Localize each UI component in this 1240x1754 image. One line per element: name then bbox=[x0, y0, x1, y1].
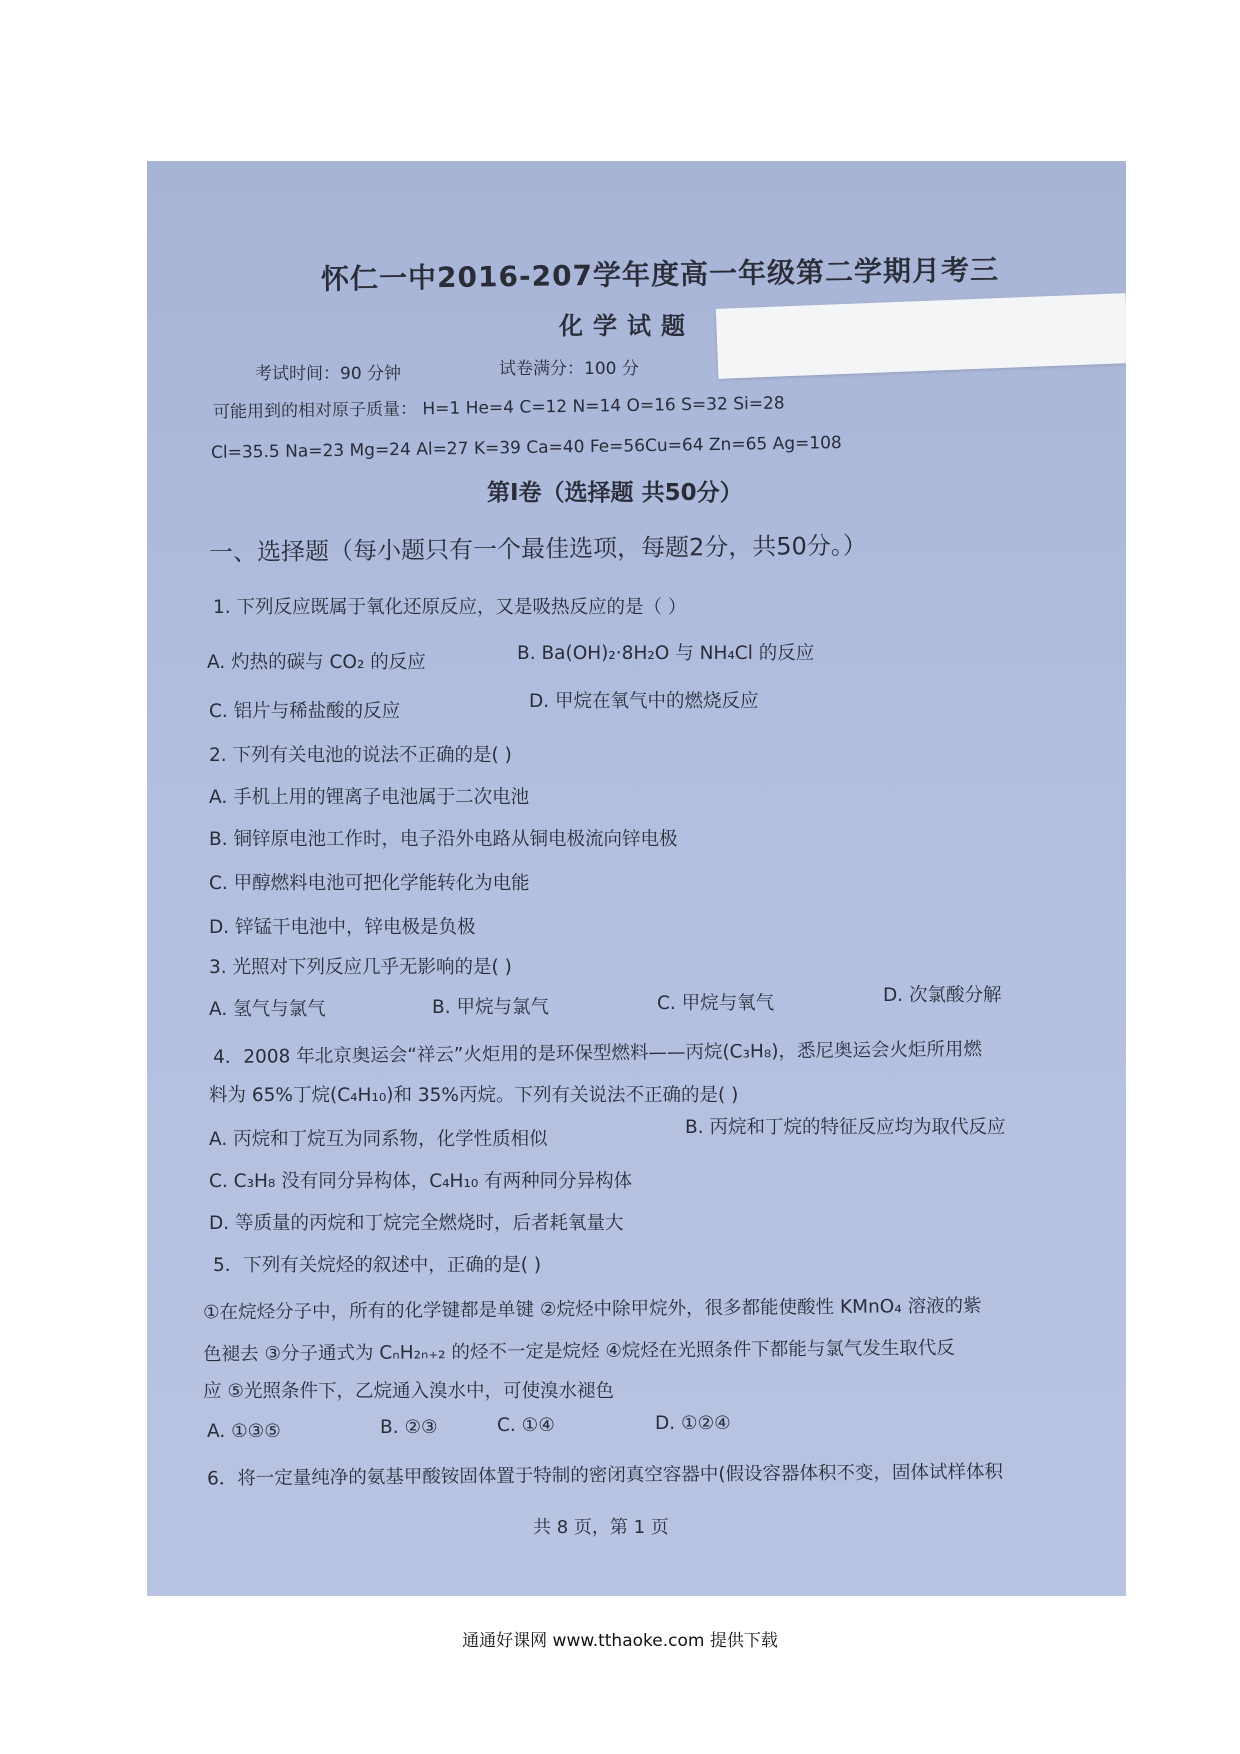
section-heading: 一、选择题（每小题只有一个最佳选项，每题2分，共50分。） bbox=[208, 531, 867, 567]
q6-stem: 6．将一定量纯净的氨基甲酸铵固体置于特制的密闭真空容器中(假设容器体积不变，固体试样体积 bbox=[206, 1461, 1004, 1490]
q5-statement-line-3: 应 ⑤光照条件下，乙烷通入溴水中，可使溴水褪色 bbox=[203, 1381, 614, 1402]
q3-option-b: B. 甲烷与氯气 bbox=[432, 997, 549, 1018]
exam-score: 试卷满分：100 分 bbox=[499, 359, 639, 379]
q1-option-c: C. 铝片与稀盐酸的反应 bbox=[209, 701, 401, 722]
q3-option-a: A. 氢气与氯气 bbox=[209, 999, 326, 1020]
q4-stem-line-1: 4．2008 年北京奥运会“祥云”火炬用的是环保型燃料——丙烷(C₃H₈)，悉尼奥运会火炬所用燃 bbox=[212, 1038, 983, 1069]
atomic-masses-line-2: Cl=35.5 Na=23 Mg=24 Al=27 K=39 Ca=40 Fe=56Cu=64 Zn=65 Ag=108 bbox=[210, 433, 842, 463]
q1-option-d: D. 甲烷在氧气中的燃烧反应 bbox=[529, 691, 759, 712]
q5-stem: 5．下列有关烷烃的叙述中，正确的是( ) bbox=[213, 1255, 542, 1276]
volume-heading: 第Ⅰ卷（选择题 共50分） bbox=[487, 480, 743, 506]
exam-photo bbox=[147, 161, 1126, 1596]
exam-title: 怀仁一中2016-207学年度高一年级第二学期月考三 bbox=[320, 253, 1000, 296]
q2-option-c: C. 甲醇燃料电池可把化学能转化为电能 bbox=[209, 873, 530, 894]
atomic-masses-line-1: 可能用到的相对原子质量： H=1 He=4 C=12 N=14 O=16 S=32 Si=28 bbox=[212, 393, 785, 423]
q5-option-b: B. ②③ bbox=[380, 1417, 438, 1438]
q2-option-d: D. 锌锰干电池中，锌电极是负极 bbox=[209, 917, 476, 938]
q4-option-b: B. 丙烷和丁烷的特征反应均为取代反应 bbox=[685, 1117, 1006, 1138]
q5-option-c: C. ①④ bbox=[497, 1415, 555, 1436]
q1-option-b: B. Ba(OH)₂·8H₂O 与 NH₄Cl 的反应 bbox=[517, 643, 815, 664]
exam-time: 考试时间：90 分钟 bbox=[255, 364, 402, 384]
q4-stem-line-2: 料为 65%丁烷(C₄H₁₀)和 35%丙烷。下列有关说法不正确的是( ) bbox=[209, 1085, 739, 1106]
q3-option-d: D. 次氯酸分解 bbox=[883, 985, 1002, 1006]
exam-subtitle: 化学试题 bbox=[559, 312, 695, 340]
q1-stem: 1. 下列反应既属于氧化还原反应，又是吸热反应的是（ ） bbox=[213, 597, 687, 618]
q4-option-c: C. C₃H₈ 没有同分异构体，C₄H₁₀ 有两种同分异构体 bbox=[209, 1171, 633, 1192]
q4-option-a: A. 丙烷和丁烷互为同系物，化学性质相似 bbox=[209, 1129, 548, 1150]
q4-option-d: D. 等质量的丙烷和丁烷完全燃烧时，后者耗氧量大 bbox=[209, 1213, 624, 1234]
q2-stem: 2. 下列有关电池的说法不正确的是( ) bbox=[209, 745, 512, 766]
q2-option-a: A. 手机上用的锂离子电池属于二次电池 bbox=[209, 787, 530, 808]
q5-statement-line-2: 色褪去 ③分子通式为 CₙH₂ₙ₊₂ 的烃不一定是烷烃 ④烷烃在光照条件下都能与氯气发生取代反 bbox=[202, 1337, 955, 1366]
q2-option-b: B. 铜锌原电池工作时，电子沿外电路从铜电极流向锌电极 bbox=[209, 829, 678, 850]
covering-tape bbox=[716, 293, 1126, 379]
q3-option-c: C. 甲烷与氧气 bbox=[657, 993, 775, 1014]
q1-option-a: A. 灼热的碳与 CO₂ 的反应 bbox=[207, 652, 426, 673]
page-number: 共 8 页，第 1 页 bbox=[533, 1517, 669, 1538]
q5-statement-line-1: ①在烷烃分子中，所有的化学键都是单键 ②烷烃中除甲烷外，很多都能使酸性 KMnO₄ 溶液的紫 bbox=[202, 1295, 982, 1324]
q3-stem: 3. 光照对下列反应几乎无影响的是( ) bbox=[209, 957, 512, 978]
q5-option-a: A. ①③⑤ bbox=[207, 1421, 281, 1442]
download-footer: 通通好课网 www.tthaoke.com 提供下载 bbox=[462, 1631, 778, 1651]
q5-option-d: D. ①②④ bbox=[655, 1413, 731, 1434]
